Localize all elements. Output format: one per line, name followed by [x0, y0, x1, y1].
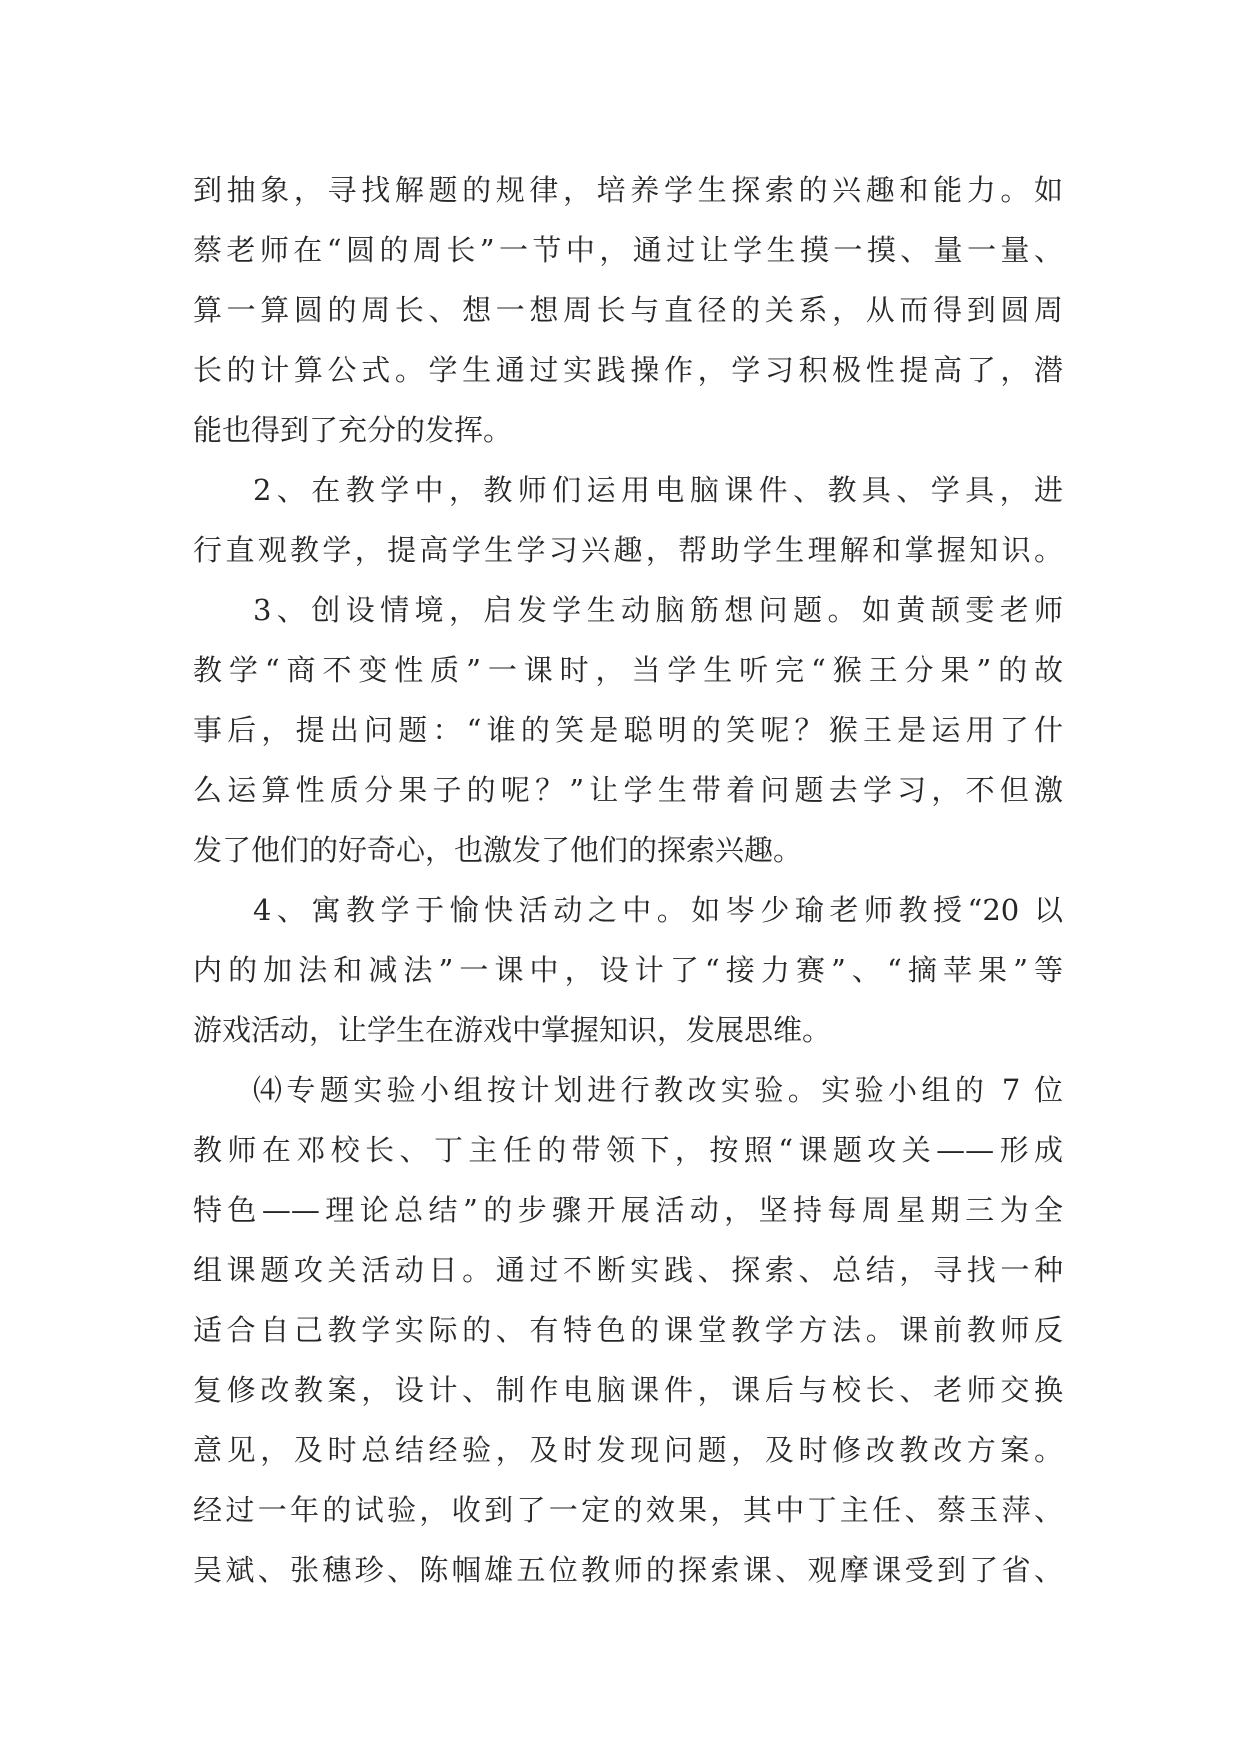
- text-line: 特色——理论总结”的步骤开展活动，坚持每周星期三为全: [193, 1193, 1063, 1227]
- text-line: 2、在教学中，教师们运用电脑课件、教具、学具，进: [253, 473, 1063, 507]
- text-line: 行直观教学，提高学生学习兴趣，帮助学生理解和掌握知识。: [193, 533, 1063, 567]
- text-line: 教师在邓校长、丁主任的带领下，按照“课题攻关——形成: [193, 1133, 1063, 1167]
- text-line: 4、寓教学于愉快活动之中。如岑少瑜老师教授“20 以: [253, 893, 1063, 927]
- text-line: 内的加法和减法”一课中，设计了“接力赛”、“摘苹果”等: [193, 953, 1063, 987]
- text-line: 事后，提出问题：“谁的笑是聪明的笑呢？猴王是运用了什: [193, 713, 1063, 747]
- document-body: [193, 160, 1063, 1600]
- text-line: 组课题攻关活动日。通过不断实践、探索、总结，寻找一种: [193, 1253, 1063, 1287]
- text-line: 经过一年的试验，收到了一定的效果，其中丁主任、蔡玉萍、: [193, 1493, 1063, 1527]
- text-line: 适合自己教学实际的、有特色的课堂教学方法。课前教师反: [193, 1313, 1063, 1347]
- text-line: 教学“商不变性质”一课时，当学生听完“猴王分果”的故: [193, 653, 1063, 687]
- text-line: 长的计算公式。学生通过实践操作，学习积极性提高了，潜: [193, 353, 1063, 387]
- text-line: 算一算圆的周长、想一想周长与直径的关系，从而得到圆周: [193, 293, 1063, 327]
- text-line: 么运算性质分果子的呢？”让学生带着问题去学习，不但激: [193, 773, 1063, 807]
- text-line: 游戏活动，让学生在游戏中掌握知识，发展思维。: [193, 1013, 832, 1047]
- text-line: 意见，及时总结经验，及时发现问题，及时修改教改方案。: [193, 1433, 1063, 1467]
- text-line: 3、创设情境，启发学生动脑筋想问题。如黄颉雯老师: [253, 593, 1063, 627]
- text-line: 到抽象，寻找解题的规律，培养学生探索的兴趣和能力。如: [193, 173, 1063, 207]
- text-line: 能也得到了充分的发挥。: [193, 413, 513, 447]
- text-line: ⑷专题实验小组按计划进行教改实验。实验小组的 7 位: [253, 1073, 1063, 1107]
- text-line: 复修改教案，设计、制作电脑课件，课后与校长、老师交换: [193, 1373, 1063, 1407]
- text-line: 蔡老师在“圆的周长”一节中，通过让学生摸一摸、量一量、: [193, 233, 1063, 267]
- text-line: 发了他们的好奇心，也激发了他们的探索兴趣。: [193, 833, 803, 867]
- text-line: 吴斌、张穗珍、陈帼雄五位教师的探索课、观摩课受到了省、: [193, 1553, 1063, 1587]
